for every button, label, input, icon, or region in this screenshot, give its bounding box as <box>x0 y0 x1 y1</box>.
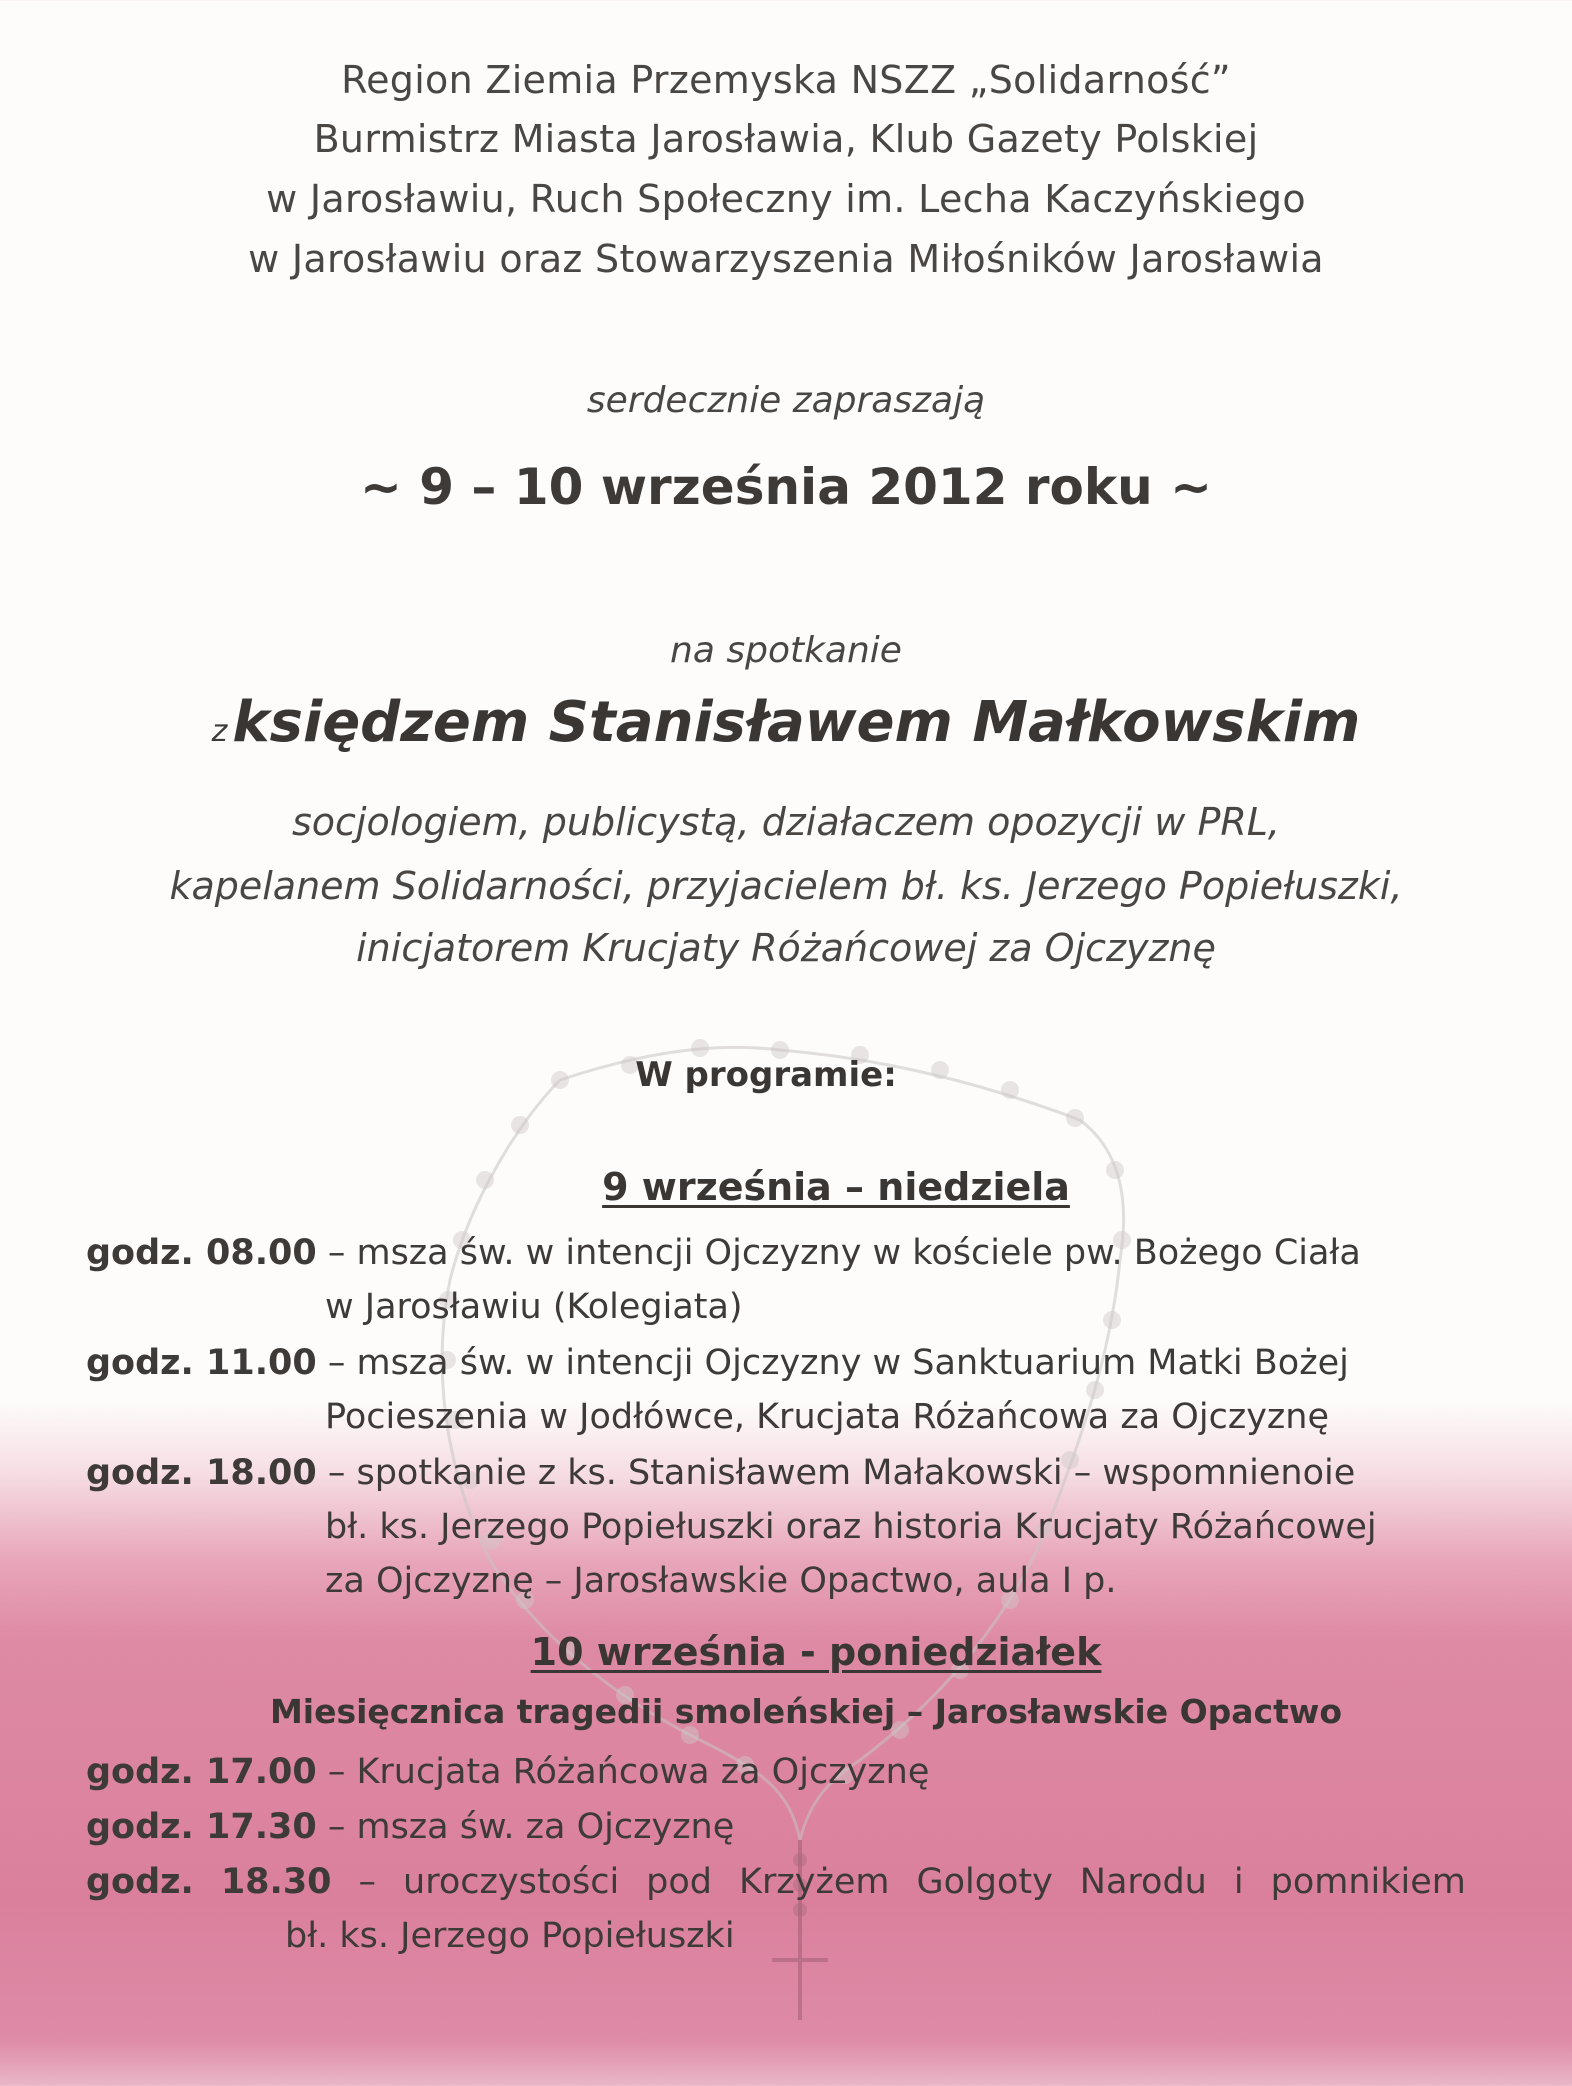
guest-description-1: socjologiem, publicystą, działaczem opozycji w PRL, <box>291 800 1281 844</box>
item-time: godz. 11.00 <box>86 1343 317 1383</box>
item-text: – spotkanie z ks. Stanisławem Małakowski – wspomnienoie <box>316 1453 1356 1493</box>
item-time: godz. 17.00 <box>86 1752 317 1792</box>
organizer-line-3: w Jarosławiu, Ruch Społeczny im. Lecha Kaczyńskiego <box>266 177 1306 221</box>
program-item <box>86 1233 1361 1273</box>
organizer-line-4: w Jarosławiu oraz Stowarzyszenia Miłośników Jarosławia <box>248 237 1324 281</box>
day1-heading: 9 września – niedziela <box>602 1165 1070 1209</box>
item-word: Narodu <box>1079 1862 1207 1902</box>
item-word: uroczystości <box>403 1862 620 1902</box>
item-text: – Krucjata Różańcowa za Ojczyznę <box>316 1752 930 1792</box>
item-word: 18.30 <box>220 1862 332 1902</box>
item-time: godz. 08.00 <box>86 1233 317 1273</box>
program-item-justified <box>86 1862 1466 1902</box>
item-time: godz. 18.00 <box>86 1453 317 1493</box>
item-continuation: w Jarosławiu (Kolegiata) <box>325 1287 743 1327</box>
day2-subheading: Miesięcznica tragedii smoleńskiej – Jarosławskie Opactwo <box>269 1692 1343 1731</box>
guest-prefix: z <box>211 714 228 749</box>
event-date: ~ 9 – 10 września 2012 roku ~ <box>359 458 1213 516</box>
item-text: – msza św. za Ojczyznę <box>316 1807 735 1847</box>
item-word: i <box>1233 1862 1244 1902</box>
program-item <box>86 1343 1349 1383</box>
organizer-line-2: Burmistrz Miasta Jarosławia, Klub Gazety Polskiej <box>313 117 1259 161</box>
item-text: – msza św. w intencji Ojczyzny w kościele pw. Bożego Ciała <box>316 1233 1361 1273</box>
item-word: Krzyżem <box>739 1862 890 1902</box>
program-item <box>86 1752 929 1792</box>
guest-description-3: inicjatorem Krucjaty Różańcowej za Ojczyznę <box>356 926 1216 970</box>
item-word: pod <box>646 1862 713 1902</box>
program-title: W programie: <box>635 1055 897 1095</box>
meeting-text: na spotkanie <box>670 630 902 671</box>
item-word: – <box>358 1862 377 1902</box>
program-item <box>86 1453 1355 1493</box>
guest-line <box>0 690 1572 755</box>
item-continuation: bł. ks. Jerzego Popiełuszki <box>285 1916 735 1956</box>
item-word: Golgoty <box>916 1862 1053 1902</box>
item-continuation: za Ojczyznę – Jarosławskie Opactwo, aula I p. <box>325 1561 1117 1601</box>
item-word: pomnikiem <box>1270 1862 1466 1902</box>
invite-text: serdecznie zapraszają <box>586 380 986 421</box>
guest-name: księdzem Stanisławem Małkowskim <box>232 690 1361 755</box>
item-continuation: bł. ks. Jerzego Popiełuszki oraz historia Krucjaty Różańcowej <box>325 1507 1377 1547</box>
program-item <box>86 1807 734 1847</box>
item-time: godz. 17.30 <box>86 1807 317 1847</box>
day2-heading: 10 września - poniedziałek <box>530 1630 1102 1674</box>
item-word: godz. <box>86 1862 194 1902</box>
organizer-line-1: Region Ziemia Przemyska NSZZ „Solidarność” <box>341 58 1231 102</box>
item-text: – msza św. w intencji Ojczyzny w Sanktuarium Matki Bożej <box>316 1343 1349 1383</box>
guest-description-2: kapelanem Solidarności, przyjacielem bł. ks. Jerzego Popiełuszki, <box>169 864 1403 908</box>
item-continuation: Pocieszenia w Jodłówce, Krucjata Różańcowa za Ojczyznę <box>325 1397 1329 1437</box>
